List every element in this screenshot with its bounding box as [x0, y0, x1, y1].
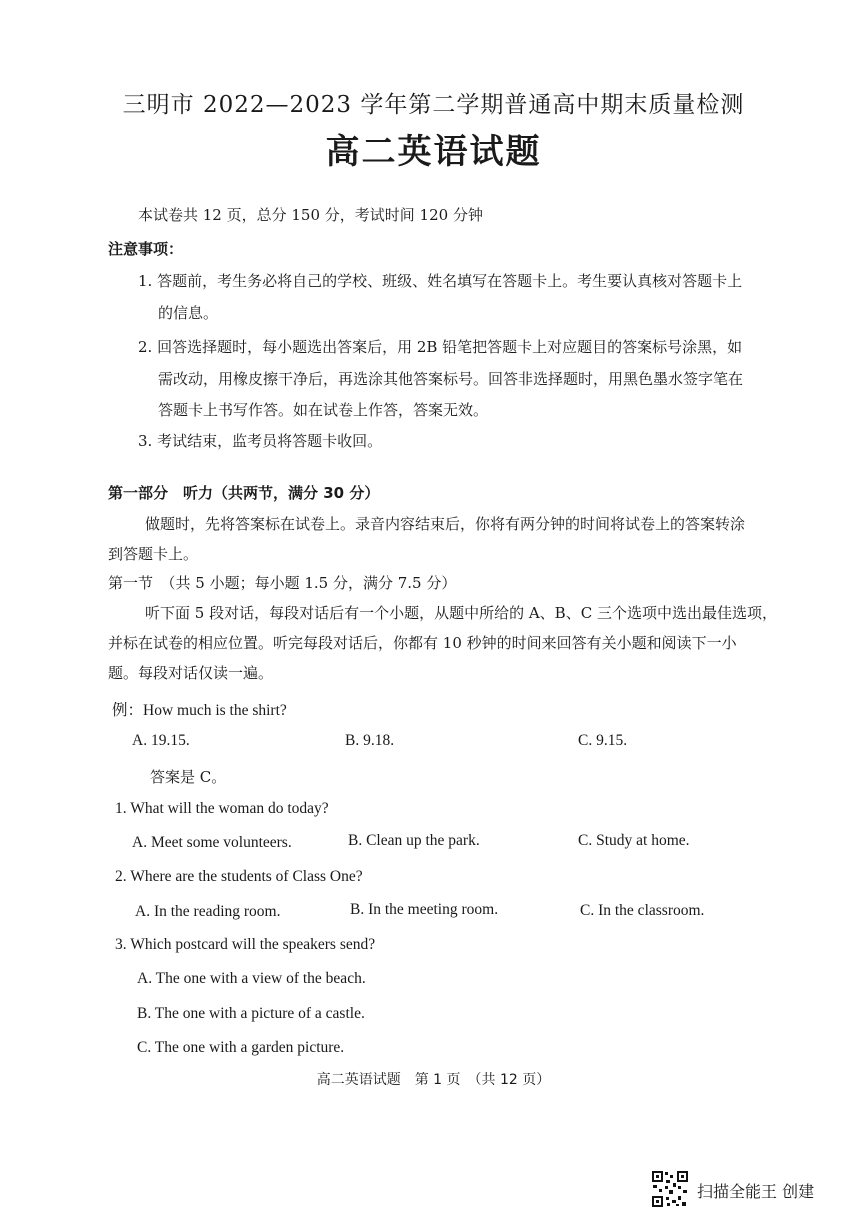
example-question: 例：How much is the shirt? — [112, 702, 287, 719]
question-3-option-b: B. The one with a picture of a castle. — [137, 1005, 365, 1022]
exam-intro: 本试卷共 12 页，总分 150 分，考试时间 120 分钟 — [138, 206, 483, 224]
example-answer: 答案是 C。 — [150, 768, 227, 786]
page-footer: 高二英语试题 第 1 页 （共 12 页） — [316, 1072, 551, 1088]
part1-heading: 第一部分 听力（共两节，满分 30 分） — [108, 484, 380, 502]
exam-title-subject: 高二英语试题 — [325, 132, 542, 172]
question-2-option-b: B. In the meeting room. — [350, 901, 499, 918]
qr-code-icon — [651, 1170, 689, 1208]
scanner-watermark: 扫描全能王 创建 — [697, 1182, 815, 1201]
notice-heading: 注意事项： — [108, 240, 184, 258]
question-1: 1. What will the woman do today? — [115, 800, 329, 817]
example-option-b: B. 9.18. — [345, 732, 395, 749]
section1-desc: 并标在试卷的相应位置。听完每段对话后，你都有 10 秒钟的时间来回答有关小题和阅读下一小 — [108, 634, 737, 652]
question-2-option-a: A. In the reading room. — [135, 903, 281, 920]
question-1-option-b: B. Clean up the park. — [348, 832, 480, 849]
question-2: 2. Where are the students of Class One? — [115, 868, 363, 885]
section1-heading: 第一节 （共 5 小题；每小题 1.5 分，满分 7.5 分） — [108, 574, 457, 592]
example-option-a: A. 19.15. — [132, 732, 190, 749]
notice-item: 需改动，用橡皮擦干净后，再选涂其他答案标号。回答非选择题时，用黑色墨水签字笔在 — [158, 370, 744, 388]
section1-desc: 听下面 5 段对话，每段对话后有一个小题，从题中所给的 A、B、C 三个选项中选出最佳选项， — [145, 604, 777, 622]
exam-title-line1: 三明市 2022—2023 学年第二学期普通高中期末质量检测 — [122, 92, 745, 118]
notice-item: 2. 回答选择题时，每小题选出答案后，用 2B 铅笔把答题卡上对应题目的答案标号涂黑，如 — [138, 338, 743, 356]
question-1-option-c: C. Study at home. — [578, 832, 690, 849]
notice-item: 的信息。 — [158, 304, 219, 322]
question-3: 3. Which postcard will the speakers send? — [115, 936, 376, 953]
part1-desc: 到答题卡上。 — [108, 545, 199, 563]
notice-item: 1. 答题前，考生务必将自己的学校、班级、姓名填写在答题卡上。考生要认真核对答题卡上 — [138, 272, 743, 290]
example-option-c: C. 9.15. — [578, 732, 628, 749]
section1-desc: 题。每段对话仅读一遍。 — [108, 664, 274, 682]
question-1-option-a: A. Meet some volunteers. — [132, 834, 292, 851]
part1-desc: 做题时，先将答案标在试卷上。录音内容结束后，你将有两分钟的时间将试卷上的答案转涂 — [145, 515, 746, 533]
question-2-option-c: C. In the classroom. — [580, 902, 705, 919]
notice-item: 答题卡上书写作答。如在试卷上作答，答案无效。 — [158, 401, 489, 419]
notice-item: 3. 考试结束，监考员将答题卡收回。 — [138, 432, 383, 450]
question-3-option-a: A. The one with a view of the beach. — [137, 970, 366, 987]
question-3-option-c: C. The one with a garden picture. — [137, 1039, 345, 1056]
